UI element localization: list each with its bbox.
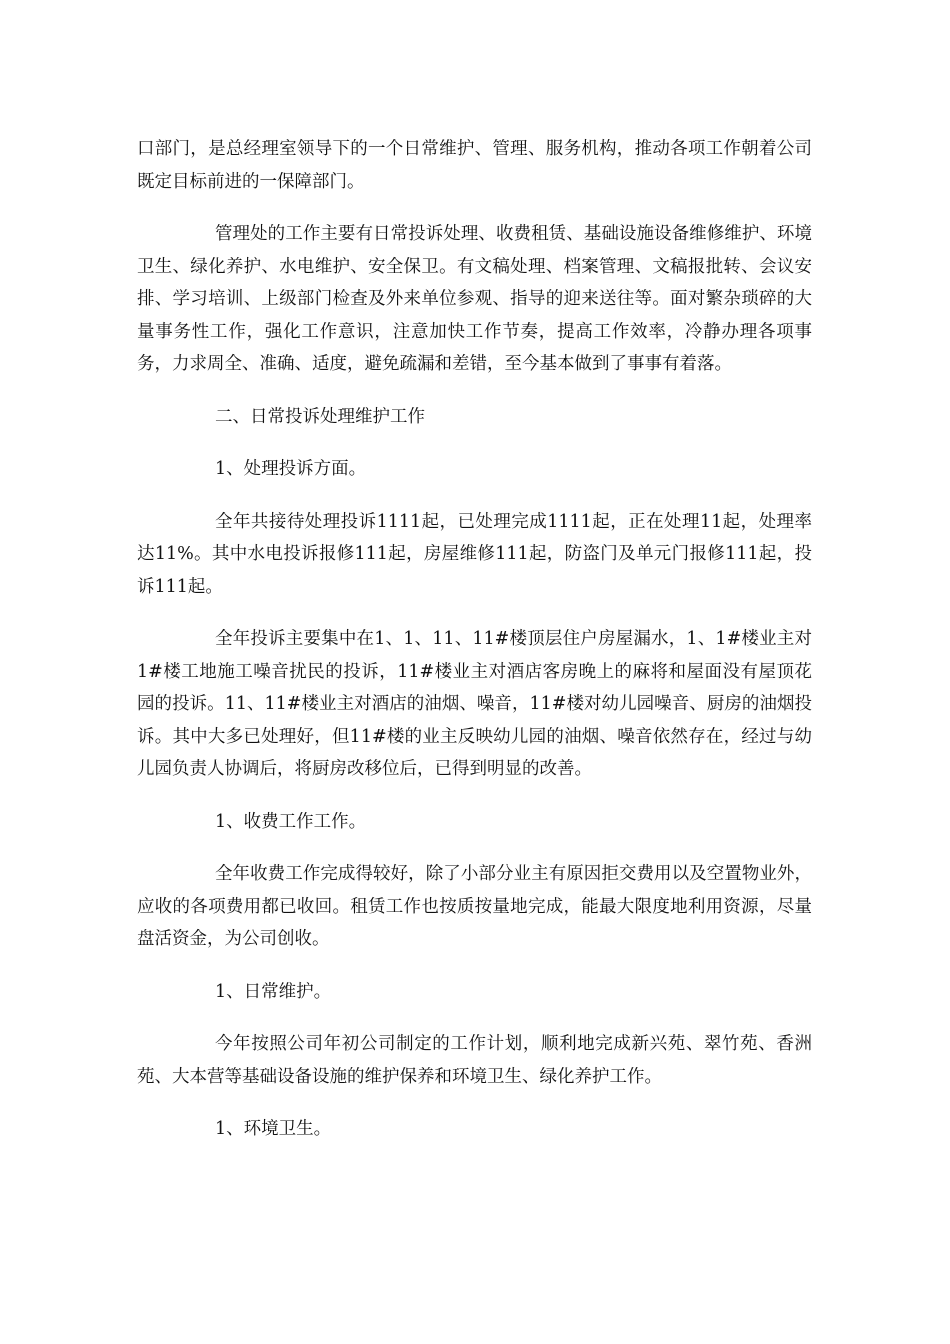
paragraph-complaint-stats: 全年共接待处理投诉1111起，已处理完成1111起，正在处理11起，处理率达11%。其中水电投诉报修111起，房屋维修111起，防盗门及单元门报修111起，投诉111起。 <box>137 511 812 597</box>
paragraph-daily-maintenance: 今年按照公司年初公司制定的工作计划，顺利地完成新兴苑、翠竹苑、香洲苑、大本营等基础设备设施的维护保养和环境卫生、绿化养护工作。 <box>137 1034 812 1087</box>
section-heading-complaints: 二、日常投诉处理维护工作 <box>215 406 425 427</box>
document-page <box>137 133 812 1166</box>
paragraph-complaint-details: 全年投诉主要集中在1、1、11、11#楼顶层住户房屋漏水，1、1#楼业主对1#楼工地施工噪音扰民的投诉，11#楼业主对酒店客房晚上的麻将和屋面没有屋顶花园的投诉。11、11#楼业主对酒店的油烟、噪音，11#楼对幼儿园噪音、厨房的油烟投诉。其中大多已处理好，但11#楼的业主反映幼儿园的油烟、噪音依然存在，经过与幼儿园负责人协调后，将厨房改移位后，已得到明显的改善。 <box>137 629 812 779</box>
subheading-daily-maintenance: 1、日常维护。 <box>215 981 332 1002</box>
paragraph-fee-collection: 全年收费工作完成得较好，除了小部分业主有原因拒交费用以及空置物业外，应收的各项费用都已收回。租赁工作也按质按量地完成，能最大限度地利用资源，尽量盘活资金，为公司创收。 <box>137 864 812 949</box>
paragraph-intro-continuation: 口部门，是总经理室领导下的一个日常维护、管理、服务机构，推动各项工作朝着公司既定目标前进的一保障部门。 <box>137 139 812 192</box>
subheading-fee-collection: 1、收费工作工作。 <box>215 811 367 832</box>
subheading-complaint-handling: 1、处理投诉方面。 <box>215 459 367 479</box>
paragraph-management-duties: 管理处的工作主要有日常投诉处理、收费租赁、基础设施设备维修维护、环境卫生、绿化养护、水电维护、安全保卫。有文稿处理、档案管理、文稿报批转、会议安排、学习培训、上级部门检查及外来单位参观、指导的迎来送往等。面对繁杂琐碎的大量事务性工作，强化工作意识，注意加快工作节奏，提高工作效率，冷静办理各项事务，力求周全、准确、适度，避免疏漏和差错，至今基本做到了事事有着落。 <box>137 224 812 374</box>
subheading-environmental-hygiene: 1、环境卫生。 <box>215 1119 332 1139</box>
